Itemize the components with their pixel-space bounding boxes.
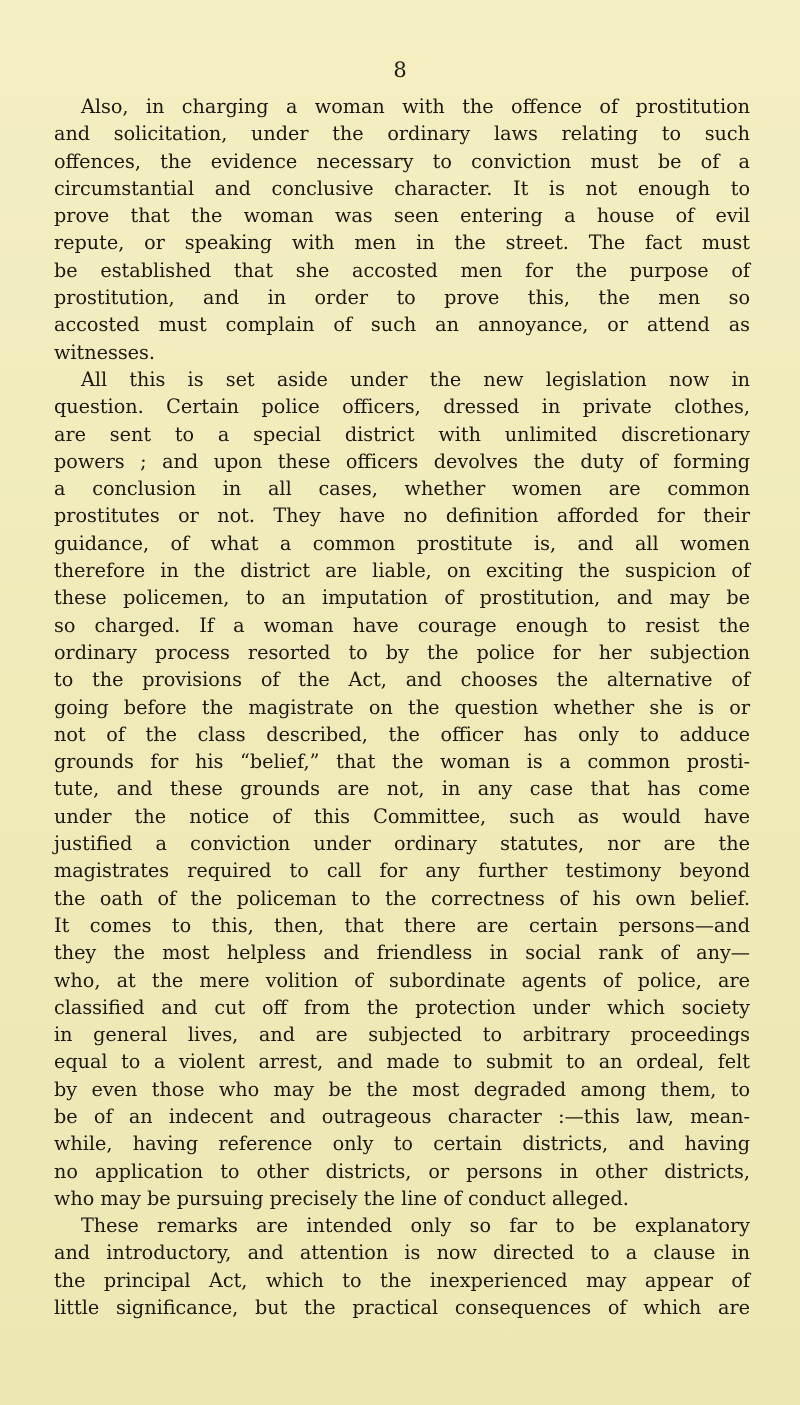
text-line: witnesses.	[54, 340, 155, 364]
text-line: so charged. If a woman have courage enough to resist the	[54, 613, 750, 637]
text-line: circumstantial and conclusive character. It is not enough to	[54, 176, 750, 200]
text-line: little significance, but the practical consequences of which are	[54, 1296, 750, 1320]
text-line: under the notice of this Committee, such as would have	[54, 804, 750, 828]
text-line: offences, the evidence necessary to conviction must be of a	[54, 149, 750, 173]
paragraph-2	[54, 366, 750, 1212]
text-line: accosted must complain of such an annoyance, or attend as	[54, 313, 750, 337]
text-line: equal to a violent arrest, and made to submit to an ordeal, felt	[54, 1050, 750, 1074]
text-line: prove that the woman was seen entering a house of evil	[54, 204, 750, 228]
text-line: and introductory, and attention is now directed to a clause in	[54, 1241, 750, 1265]
text-line: All this is set aside under the new legislation now in	[81, 367, 750, 391]
text-line: repute, or speaking with men in the street. The fact must	[54, 231, 750, 255]
text-line: while, having reference only to certain districts, and having	[54, 1132, 750, 1156]
text-line: These remarks are intended only so far to be explanatory	[81, 1214, 750, 1238]
text-line: and solicitation, under the ordinary laws relating to such	[54, 122, 750, 146]
text-line: they the most helpless and friendless in social rank of any—	[54, 941, 750, 965]
text-line: who may be pursuing precisely the line of conduct alleged.	[54, 1186, 629, 1210]
text-line: It comes to this, then, that there are certain persons—and	[54, 913, 750, 937]
text-line: who, at the mere volition of subordinate agents of police, are	[54, 968, 750, 992]
text-line: a conclusion in all cases, whether women are common	[54, 477, 750, 501]
text-line: be of an indecent and outrageous character :—this law, mean-	[54, 1104, 750, 1128]
text-line: prostitutes or not. They have no definition afforded for their	[54, 504, 750, 528]
body-text	[54, 93, 750, 1321]
text-line: powers ; and upon these officers devolves the duty of forming	[54, 449, 750, 473]
text-line: no application to other districts, or persons in other districts,	[54, 1159, 750, 1183]
text-line: magistrates required to call for any further testimony beyond	[54, 859, 750, 883]
text-line: classified and cut off from the protection under which society	[54, 995, 750, 1019]
text-line: not of the class described, the officer has only to adduce	[54, 722, 750, 746]
paragraph-1	[54, 93, 750, 366]
page-number: 8	[393, 58, 407, 82]
text-line: guidance, of what a common prostitute is, and all women	[54, 531, 750, 555]
text-line: the oath of the policeman to the correctness of his own belief.	[54, 886, 750, 910]
text-line: are sent to a special district with unlimited discretionary	[54, 422, 750, 446]
text-line: prostitution, and in order to prove this, the men so	[54, 286, 750, 310]
text-line: justified a conviction under ordinary statutes, nor are the	[54, 832, 750, 856]
text-line: these policemen, to an imputation of prostitution, and may be	[54, 586, 750, 610]
text-line: ordinary process resorted to by the police for her subjection	[54, 640, 750, 664]
text-line: tute, and these grounds are not, in any case that has come	[54, 777, 750, 801]
paragraph-3	[54, 1212, 750, 1321]
text-line: be established that she accosted men for the purpose of	[54, 258, 750, 282]
text-line: by even those who may be the most degraded among them, to	[54, 1077, 750, 1101]
text-line: in general lives, and are subjected to arbitrary proceedings	[54, 1023, 750, 1047]
text-line: the principal Act, which to the inexperienced may appear of	[54, 1268, 750, 1292]
text-line: question. Certain police officers, dressed in private clothes,	[54, 395, 750, 419]
text-line: grounds for his “belief,” that the woman is a common prosti-	[54, 750, 750, 774]
text-line: to the provisions of the Act, and chooses the alternative of	[54, 668, 750, 692]
text-line: therefore in the district are liable, on exciting the suspicion of	[54, 559, 750, 583]
text-line: going before the magistrate on the question whether she is or	[54, 695, 750, 719]
text-line: Also, in charging a woman with the offence of prostitution	[81, 95, 750, 118]
